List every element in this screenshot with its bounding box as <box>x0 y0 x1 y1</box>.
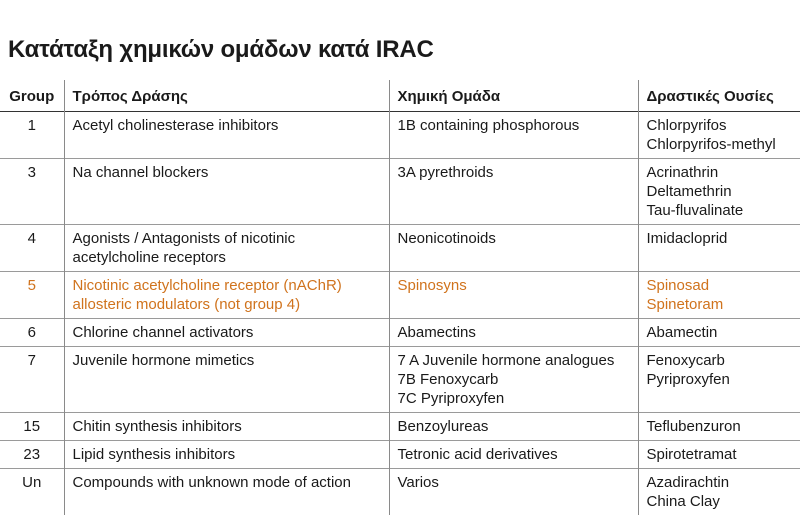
cell-active-substances <box>638 319 800 347</box>
cell-group: 4 <box>27 230 36 247</box>
cell-line: Acrinathrin <box>646 164 719 181</box>
cell-mode-of-action <box>64 469 389 516</box>
cell-chemical-group <box>389 319 638 347</box>
cell-chemical-group <box>389 469 638 516</box>
cell-group: 3 <box>27 164 36 181</box>
cell-line: Spirotetramat <box>646 446 737 463</box>
cell-line: Chlorpyrifos <box>646 117 727 134</box>
cell-line: Azadirachtin <box>646 474 730 491</box>
cell-line: Compounds with unknown mode of action <box>72 474 351 491</box>
cell-mode-of-action <box>64 159 389 225</box>
cell-active-substances <box>638 159 800 225</box>
cell-line: Na channel blockers <box>72 164 209 181</box>
cell-chemical-group <box>389 413 638 441</box>
table-row <box>0 469 800 516</box>
table-row <box>0 159 800 225</box>
cell-group: 15 <box>23 418 41 435</box>
cell-active-substances <box>638 112 800 159</box>
cell-line: Teflubenzuron <box>646 418 741 435</box>
cell-mode-of-action <box>64 319 389 347</box>
page-title: Κατάταξη χημικών ομάδων κατά IRAC <box>8 36 434 63</box>
table-row <box>0 441 800 469</box>
cell-line: Acetyl cholinesterase inhibitors <box>72 117 279 134</box>
irac-table <box>0 80 800 515</box>
cell-group: 5 <box>27 277 36 294</box>
cell-line: 7B Fenoxycarb <box>397 371 499 388</box>
cell-group: Un <box>22 474 42 491</box>
table-header-row <box>0 80 800 112</box>
cell-mode-of-action <box>64 225 389 272</box>
cell-group: 1 <box>27 117 36 134</box>
cell-mode-of-action <box>64 272 389 319</box>
cell-active-substances <box>638 469 800 516</box>
cell-line: Abamectin <box>646 324 718 341</box>
cell-active-substances <box>638 225 800 272</box>
header-group: Group <box>9 88 55 105</box>
cell-line: allosteric modulators (not group 4) <box>72 296 301 313</box>
cell-line: Neonicotinoids <box>397 230 496 247</box>
cell-line: Pyriproxyfen <box>646 371 730 388</box>
cell-line: Abamectins <box>397 324 476 341</box>
cell-line: Juvenile hormone mimetics <box>72 352 255 369</box>
cell-line: Spinosyns <box>397 277 467 294</box>
cell-line: Chlorpyrifos-methyl <box>646 136 776 153</box>
cell-line: China Clay <box>646 493 720 510</box>
cell-active-substances <box>638 272 800 319</box>
cell-mode-of-action <box>64 441 389 469</box>
cell-line: 1B containing phosphorous <box>397 117 580 134</box>
cell-line: Imidacloprid <box>646 230 728 247</box>
cell-active-substances <box>638 347 800 413</box>
cell-line: Chlorine channel activators <box>72 324 254 341</box>
cell-line: 7 A Juvenile hormone analogues <box>397 352 615 369</box>
cell-line: Tau-fluvalinate <box>646 202 744 219</box>
header-active-substances: Δραστικές Ουσίες <box>638 80 800 112</box>
cell-group: 6 <box>27 324 36 341</box>
cell-chemical-group <box>389 347 638 413</box>
cell-group: 7 <box>27 352 36 369</box>
cell-line: Nicotinic acetylcholine receptor (nAChR) <box>72 277 342 294</box>
cell-active-substances <box>638 413 800 441</box>
cell-chemical-group <box>389 272 638 319</box>
cell-line: Varios <box>397 474 439 491</box>
header-chemical-group: Χημική Ομάδα <box>389 80 638 112</box>
cell-mode-of-action <box>64 112 389 159</box>
cell-line: Benzoylureas <box>397 418 489 435</box>
table-row <box>0 319 800 347</box>
cell-line: 3A pyrethroids <box>397 164 494 181</box>
cell-chemical-group <box>389 159 638 225</box>
cell-line: Spinetoram <box>646 296 724 313</box>
cell-line: Lipid synthesis inhibitors <box>72 446 236 463</box>
table-row <box>0 413 800 441</box>
cell-chemical-group <box>389 112 638 159</box>
cell-line: Agonists / Antagonists of nicotinic <box>72 230 296 247</box>
table-row <box>0 347 800 413</box>
cell-chemical-group <box>389 441 638 469</box>
cell-mode-of-action <box>64 347 389 413</box>
header-mode-of-action: Τρόπος Δράσης <box>64 80 389 112</box>
cell-group: 23 <box>23 446 41 463</box>
cell-line: Tetronic acid derivatives <box>397 446 558 463</box>
cell-line: Fenoxycarb <box>646 352 725 369</box>
cell-line: Spinosad <box>646 277 710 294</box>
cell-line: acetylcholine receptors <box>72 249 226 266</box>
cell-line: Chitin synthesis inhibitors <box>72 418 242 435</box>
cell-active-substances <box>638 441 800 469</box>
cell-line: Deltamethrin <box>646 183 732 200</box>
cell-mode-of-action <box>64 413 389 441</box>
cell-line: 7C Pyriproxyfen <box>397 390 505 407</box>
table-row <box>0 272 800 319</box>
cell-chemical-group <box>389 225 638 272</box>
table-row <box>0 112 800 159</box>
table-row <box>0 225 800 272</box>
